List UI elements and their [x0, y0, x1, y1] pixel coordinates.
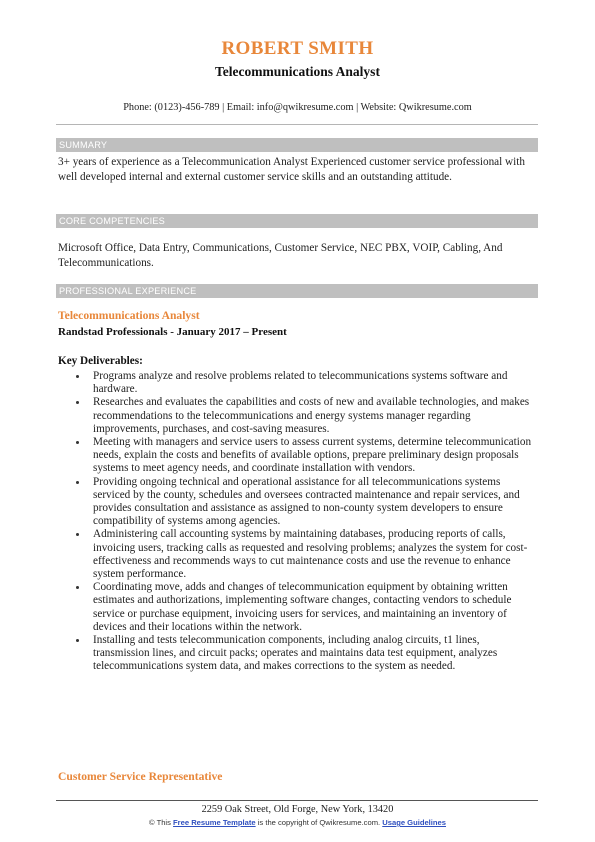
- free-resume-template-link[interactable]: Free Resume Template: [173, 818, 256, 827]
- job-title-1: Telecommunications Analyst: [58, 309, 200, 322]
- competencies-text: Microsoft Office, Data Entry, Communications, Customer Service, NEC PBX, VOIP, Cabling, And Telecommunications.: [58, 242, 503, 269]
- usage-guidelines-link[interactable]: Usage Guidelines: [382, 818, 446, 827]
- list-item: [76, 634, 538, 674]
- list-item-text: Providing ongoing technical and operational assistance for all telecommunications systems serviced by the county, schedules and oversees contracted maintenance and repair services, and provides consultation and assistance as assigned to non-county system developers to ensure compatibility of systems among agencies.: [93, 475, 520, 528]
- list-item: [76, 370, 538, 396]
- bullet-icon: [76, 441, 79, 444]
- contact-line: Phone: (0123)-456-789 | Email: info@qwikresume.com | Website: Qwikresume.com: [123, 102, 472, 113]
- list-item-text: Administering call accounting systems by maintaining databases, producing reports of calls, invoicing users, tracking calls as requested and resolving problems; analyzes the system for cost-effectiveness and recommends ways to cut maintenance costs and use the revenue to enhance system performance.: [93, 528, 528, 581]
- list-item-text: Coordinating move, adds and changes of telecommunication equipment by obtaining written estimates and authorizations, implementing software changes, contacting vendors to schedule service or purchase equipment, invoicing users for services, and maintaining an inventory of devices and their locations within the network.: [93, 581, 512, 633]
- deliverables-list: [76, 370, 538, 674]
- summary-heading: SUMMARY: [56, 138, 538, 152]
- copyright-prefix: © This: [149, 818, 171, 827]
- summary-text: 3+ years of experience as a Telecommunication Analyst Experienced customer service professional with well developed internal and external customer service skills and an outstanding attitude.: [58, 156, 525, 183]
- list-item: [76, 581, 538, 634]
- footer-copyright: [0, 818, 595, 827]
- footer-divider: [56, 800, 538, 801]
- deliverables-heading: Key Deliverables:: [58, 355, 143, 367]
- bullet-icon: [76, 401, 79, 404]
- list-item: [76, 396, 538, 436]
- bullet-icon: [76, 481, 79, 484]
- bullet-icon: [76, 375, 79, 378]
- copyright-middle: is the copyright of Qwikresume.com.: [257, 818, 381, 827]
- list-item-text: Installing and tests telecommunication components, including analog circuits, t1 lines, transmission lines, and circuit packs; operates and maintains data test equipment, analyzes telecommunications system data, and makes corrections to the system as needed.: [93, 634, 498, 673]
- list-item-text: Programs analyze and resolve problems related to telecommunications systems software and hardware.: [93, 370, 508, 396]
- job-company-1: Randstad Professionals - January 2017 – Present: [58, 326, 287, 338]
- candidate-title: Telecommunications Analyst: [215, 64, 380, 79]
- list-item: [76, 476, 538, 529]
- list-item: [76, 436, 538, 476]
- list-item: [76, 528, 538, 581]
- bullet-icon: [76, 639, 79, 642]
- bullet-icon: [76, 533, 79, 536]
- experience-heading: PROFESSIONAL EXPERIENCE: [56, 284, 538, 298]
- top-divider: [56, 124, 538, 125]
- job-title-2: Customer Service Representative: [58, 770, 223, 783]
- bullet-icon: [76, 586, 79, 589]
- footer-address: 2259 Oak Street, Old Forge, New York, 13420: [201, 804, 394, 815]
- candidate-name: ROBERT SMITH: [221, 38, 374, 59]
- list-item-text: Researches and evaluates the capabilities and costs of new and available technologies, and makes recommendations to the telecommunications and energy systems manager regarding improvements, purchases, and cost-saving measures.: [93, 396, 530, 435]
- list-item-text: Meeting with managers and service users to assess current systems, determine telecommunication needs, explain the costs and benefits of available options, prepare preliminary design proposals systems to meet agency needs, and coordinate installation with vendors.: [93, 436, 532, 475]
- competencies-heading: CORE COMPETENCIES: [56, 214, 538, 228]
